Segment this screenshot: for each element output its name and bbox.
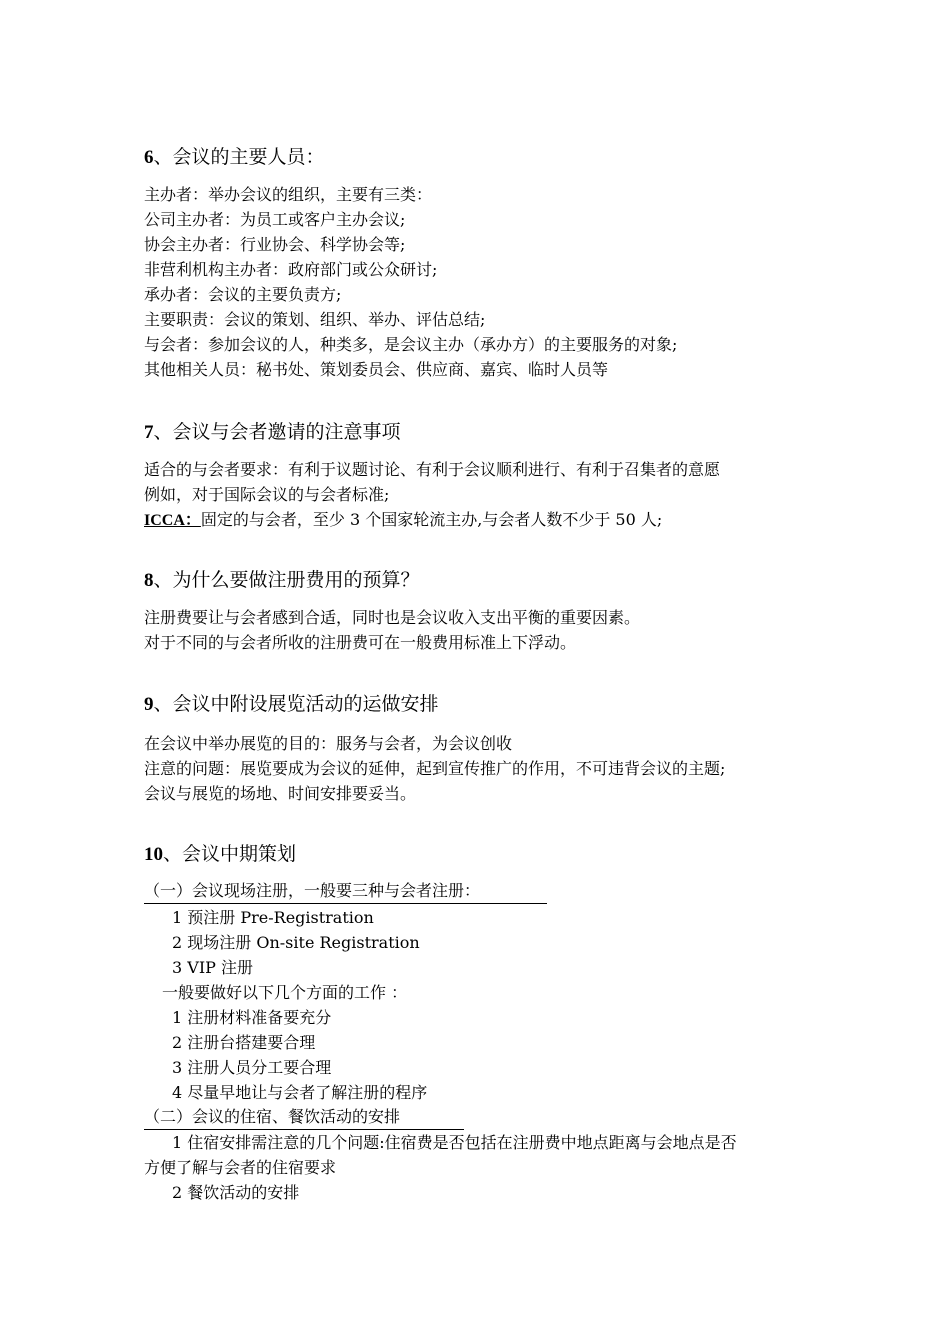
paragraph-line: 在会议中举办展览的目的：服务与会者，为会议创收 <box>144 734 513 753</box>
section-8-heading <box>144 567 420 594</box>
work-note: 一般要做好以下几个方面的工作 ： <box>162 983 408 1002</box>
paragraph-line: 适合的与会者要求：有利于议题讨论、有利于会议顺利进行、有利于召集者的意愿 <box>144 460 721 479</box>
paragraph-line: 会议与展览的场地、时间安排要妥当。 <box>144 784 417 803</box>
list-item: 1 预注册 Pre-Registration <box>172 908 374 927</box>
paragraph-line: 例如，对于国际会议的与会者标准; <box>144 485 390 504</box>
list-item: 2 注册台搭建要合理 <box>172 1033 316 1052</box>
icca-label: ICCA： <box>144 512 201 529</box>
icca-line <box>144 509 662 532</box>
section-number: 10 <box>144 844 163 865</box>
paragraph-line: 协会主办者：行业协会、科学协会等; <box>144 235 406 254</box>
paragraph-line: 对于不同的与会者所收的注册费可在一般费用标准上下浮动。 <box>144 633 577 652</box>
section-title: 、为什么要做注册费用的预算？ <box>153 569 420 591</box>
list-item: 1 注册材料准备要充分 <box>172 1008 332 1027</box>
paragraph-line: 与会者：参加会议的人，种类多，是会议主办（承办方）的主要服务的对象; <box>144 335 678 354</box>
list-item: 2 现场注册 On-site Registration <box>172 933 420 952</box>
list-item: 4 尽量早地让与会者了解注册的程序 <box>172 1083 428 1102</box>
icca-text: 固定的与会者，至少 3 个国家轮流主办,与会者人数不少于 50 人; <box>200 510 663 529</box>
list-item: 1 住宿安排需注意的几个问题:住宿费是否包括在注册费中地点距离与会地点是否 <box>172 1133 737 1152</box>
section-9-heading <box>144 691 439 718</box>
section-6-heading <box>144 144 325 171</box>
paragraph-line: 公司主办者：为员工或客户主办会议; <box>144 210 406 229</box>
section-title: 、会议中期策划 <box>163 843 297 865</box>
list-item-continuation: 方便了解与会者的住宿要求 <box>144 1158 337 1177</box>
paragraph-line: 非营利机构主办者：政府部门或公众研讨; <box>144 260 438 279</box>
section-number: 6 <box>144 147 154 168</box>
list-item: 3 注册人员分工要合理 <box>172 1058 332 1077</box>
section-number: 7 <box>144 422 154 443</box>
paragraph-line: 注册费要让与会者感到合适，同时也是会议收入支出平衡的重要因素。 <box>144 608 641 627</box>
subsection-heading: （一）会议现场注册，一般要三种与会者注册： <box>144 881 481 900</box>
paragraph-line: 承办者：会议的主要负责方; <box>144 285 342 304</box>
section-10-heading <box>144 841 296 868</box>
paragraph-line: 其他相关人员：秘书处、策划委员会、供应商、嘉宾、临时人员等 <box>144 360 609 379</box>
section-title: 、会议中附设展览活动的运做安排 <box>153 693 439 715</box>
paragraph-line: 注意的问题：展览要成为会议的延伸，起到宣传推广的作用，不可违背会议的主题; <box>144 759 726 778</box>
section-number: 8 <box>144 570 154 591</box>
list-item: 3 VIP 注册 <box>172 958 253 977</box>
section-number: 9 <box>144 694 154 715</box>
section-7-heading <box>144 419 401 446</box>
paragraph-line: 主办者：举办会议的组织，主要有三类： <box>144 185 433 204</box>
section-title: 、会议的主要人员： <box>153 146 325 168</box>
paragraph-line: 主要职责：会议的策划、组织、举办、评估总结; <box>144 310 486 329</box>
section-title: 、会议与会者邀请的注意事项 <box>153 421 401 443</box>
list-item: 2 餐饮活动的安排 <box>172 1183 300 1202</box>
subsection-heading: （二）会议的住宿、餐饮活动的安排 <box>144 1107 401 1126</box>
